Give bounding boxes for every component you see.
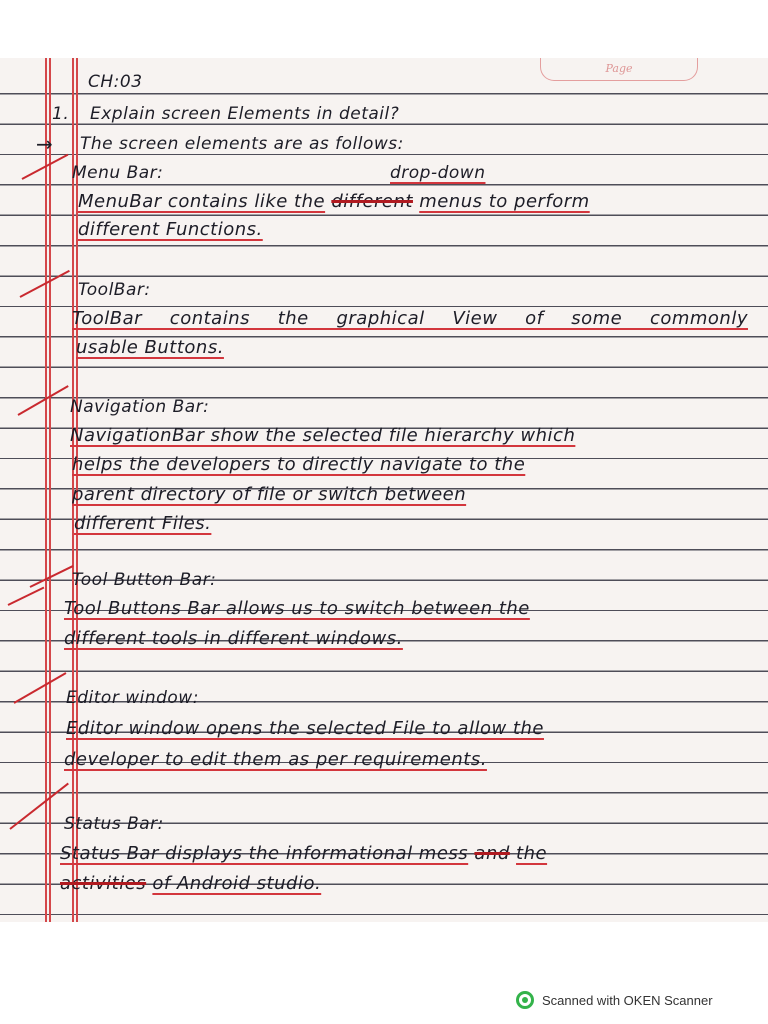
tool-bar-body-line2: usable Buttons. bbox=[76, 337, 224, 358]
status-bar-body-line1-end: the bbox=[516, 843, 548, 864]
navigation-bar-body-line4: different Files. bbox=[74, 513, 212, 534]
scanner-watermark-text: Scanned with OKEN Scanner bbox=[542, 992, 713, 1008]
tool-button-bar-heading: Tool Button Bar: bbox=[72, 570, 217, 590]
margin-line-left-inner bbox=[49, 58, 51, 922]
chapter-label: CH:03 bbox=[88, 72, 143, 92]
status-bar-body-line2: of Android studio. bbox=[152, 873, 322, 894]
navigation-bar-body-line3: parent directory of file or switch between bbox=[72, 484, 467, 505]
answer-intro: The screen elements are as follows: bbox=[80, 134, 404, 154]
navigation-bar-heading: Navigation Bar: bbox=[70, 397, 210, 417]
status-bar-struck-activities: activities bbox=[60, 873, 147, 894]
tool-bar-heading: ToolBar: bbox=[78, 280, 151, 300]
menu-bar-body-line1-text: MenuBar contains like the bbox=[78, 191, 326, 212]
menu-bar-insertion: drop-down bbox=[390, 163, 486, 183]
menu-bar-body-line1 bbox=[78, 191, 590, 212]
status-bar-body-line1 bbox=[60, 843, 547, 864]
margin-line-left bbox=[45, 58, 47, 922]
status-bar-heading: Status Bar: bbox=[64, 814, 164, 834]
page-number-stamp: Page bbox=[540, 58, 698, 81]
answer-arrow-icon: → bbox=[36, 132, 54, 156]
editor-window-body-line1: Editor window opens the selected File to allow the bbox=[66, 718, 544, 739]
oken-scanner-logo-icon bbox=[516, 991, 534, 1009]
menu-bar-struck-word: different bbox=[331, 191, 413, 212]
editor-window-body-line2: developer to edit them as per requirements. bbox=[64, 749, 487, 770]
status-bar-struck-word: and bbox=[474, 843, 510, 864]
tool-button-bar-body-line1: Tool Buttons Bar allows us to switch between the bbox=[64, 598, 530, 619]
navigation-bar-body-line2: helps the developers to directly navigate to the bbox=[72, 454, 526, 475]
tool-button-bar-body-line2: different tools in different windows. bbox=[64, 628, 403, 649]
scanner-watermark bbox=[516, 989, 713, 1011]
menu-bar-body-line1-end: menus to perform bbox=[419, 191, 590, 212]
tool-bar-body-line1: ToolBar contains the graphical View of some commonly bbox=[72, 308, 748, 329]
question-text: Explain screen Elements in detail? bbox=[90, 104, 400, 124]
navigation-bar-body-line1: NavigationBar show the selected file hierarchy which bbox=[70, 425, 576, 446]
editor-window-heading: Editor window: bbox=[66, 688, 199, 708]
status-bar-body-line2-wrap bbox=[60, 873, 321, 894]
menu-bar-heading: Menu Bar: bbox=[72, 163, 164, 183]
menu-bar-body-line2: different Functions. bbox=[78, 219, 263, 240]
status-bar-body-line1-text: Status Bar displays the informational mess bbox=[60, 843, 469, 864]
question-number: 1. bbox=[52, 104, 70, 124]
